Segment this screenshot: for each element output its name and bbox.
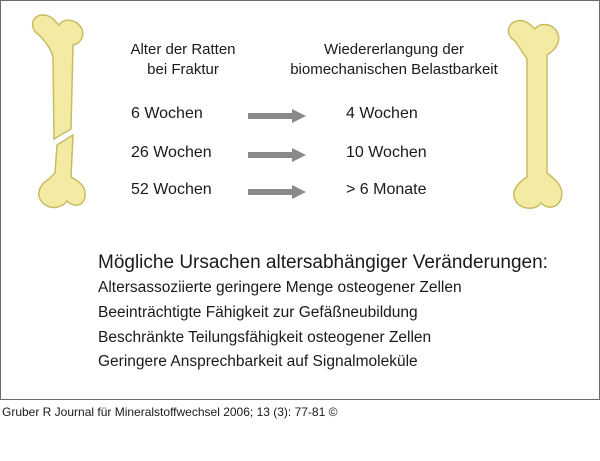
source-caption: Gruber R Journal für Mineralstoffwechsel 2006; 13 (3): 77-81 ©	[2, 405, 338, 419]
arrow-icon	[248, 185, 306, 199]
row-3-recovery: > 6 Monate	[346, 181, 427, 198]
cause-item: Geringere Ansprechbarkeit auf Signalmoleküle	[98, 353, 418, 370]
causes-heading: Mögliche Ursachen altersabhängiger Veränderungen:	[98, 252, 548, 273]
row-2-recovery: 10 Wochen	[346, 144, 427, 161]
arrow-icon	[248, 109, 306, 123]
cause-item: Beschränkte Teilungsfähigkeit osteogener Zellen	[98, 329, 432, 346]
header-recovery	[269, 40, 519, 80]
arrow-icon	[248, 148, 306, 162]
cause-item: Beeinträchtigte Fähigkeit zur Gefäßneubildung	[98, 304, 418, 321]
header-recovery-line1: Wiedererlangung der	[323, 41, 465, 58]
row-1-age: 6 Wochen	[131, 105, 203, 122]
header-age-line2: bei Fraktur	[147, 61, 219, 78]
cause-item: Altersassoziierte geringere Menge osteogener Zellen	[98, 279, 462, 296]
header-age	[113, 40, 253, 80]
row-3-age: 52 Wochen	[131, 181, 212, 198]
header-recovery-line2: biomechanischen Belastbarkeit	[290, 61, 498, 78]
header-age-line1: Alter der Ratten	[130, 41, 236, 58]
row-2-age: 26 Wochen	[131, 144, 212, 161]
row-1-recovery: 4 Wochen	[346, 105, 418, 122]
